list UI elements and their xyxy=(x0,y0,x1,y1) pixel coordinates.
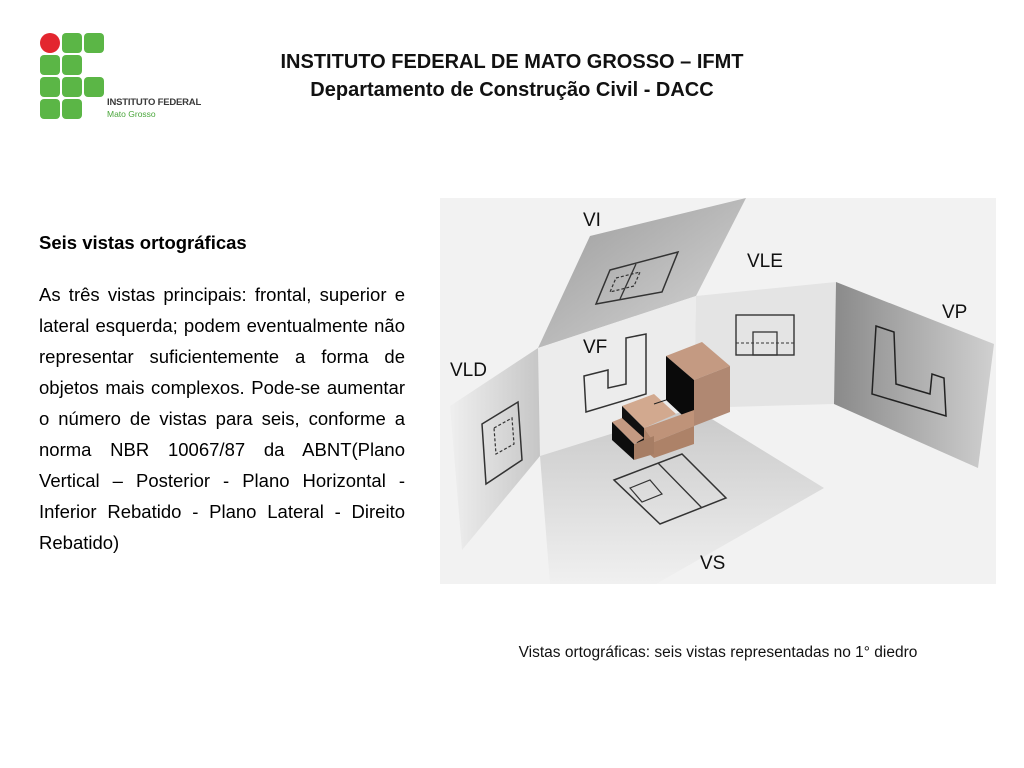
institute-title: INSTITUTO FEDERAL DE MATO GROSSO – IFMT xyxy=(280,51,744,73)
page-header xyxy=(200,48,824,104)
body-paragraph: As três vistas principais: frontal, superior e lateral esquerda; podem eventualmente não representar suficientemente a forma de objetos mais complexos. Pode-se aumentar o número de vistas para seis, conforme a norma NBR 10067/87 da ABNT(Plano Vertical – Posterior - Plano Horizontal - Inferior Rebatido - Plano Lateral - Direito Rebatido) xyxy=(39,284,405,553)
views-illustration xyxy=(440,198,996,584)
plane-vp xyxy=(834,282,994,468)
label-vi: VI xyxy=(583,210,601,231)
label-vf: VF xyxy=(583,337,608,358)
logo-name: INSTITUTO FEDERAL xyxy=(107,97,202,108)
logo-subtitle: Mato Grosso xyxy=(107,109,156,119)
label-vp: VP xyxy=(942,302,968,323)
department-title: Departamento de Construção Civil - DACC xyxy=(310,79,714,101)
orthographic-views-figure xyxy=(440,198,996,584)
label-vld: VLD xyxy=(450,360,487,381)
ifmt-logo xyxy=(40,33,200,123)
figure-caption: Vistas ortográficas: seis vistas representadas no 1° diedro xyxy=(518,644,918,661)
text-block xyxy=(39,228,405,558)
label-vle: VLE xyxy=(747,251,783,272)
section-heading: Seis vistas ortográficas xyxy=(39,232,247,253)
logo-red-circle xyxy=(40,33,60,53)
label-vs: VS xyxy=(700,553,726,574)
